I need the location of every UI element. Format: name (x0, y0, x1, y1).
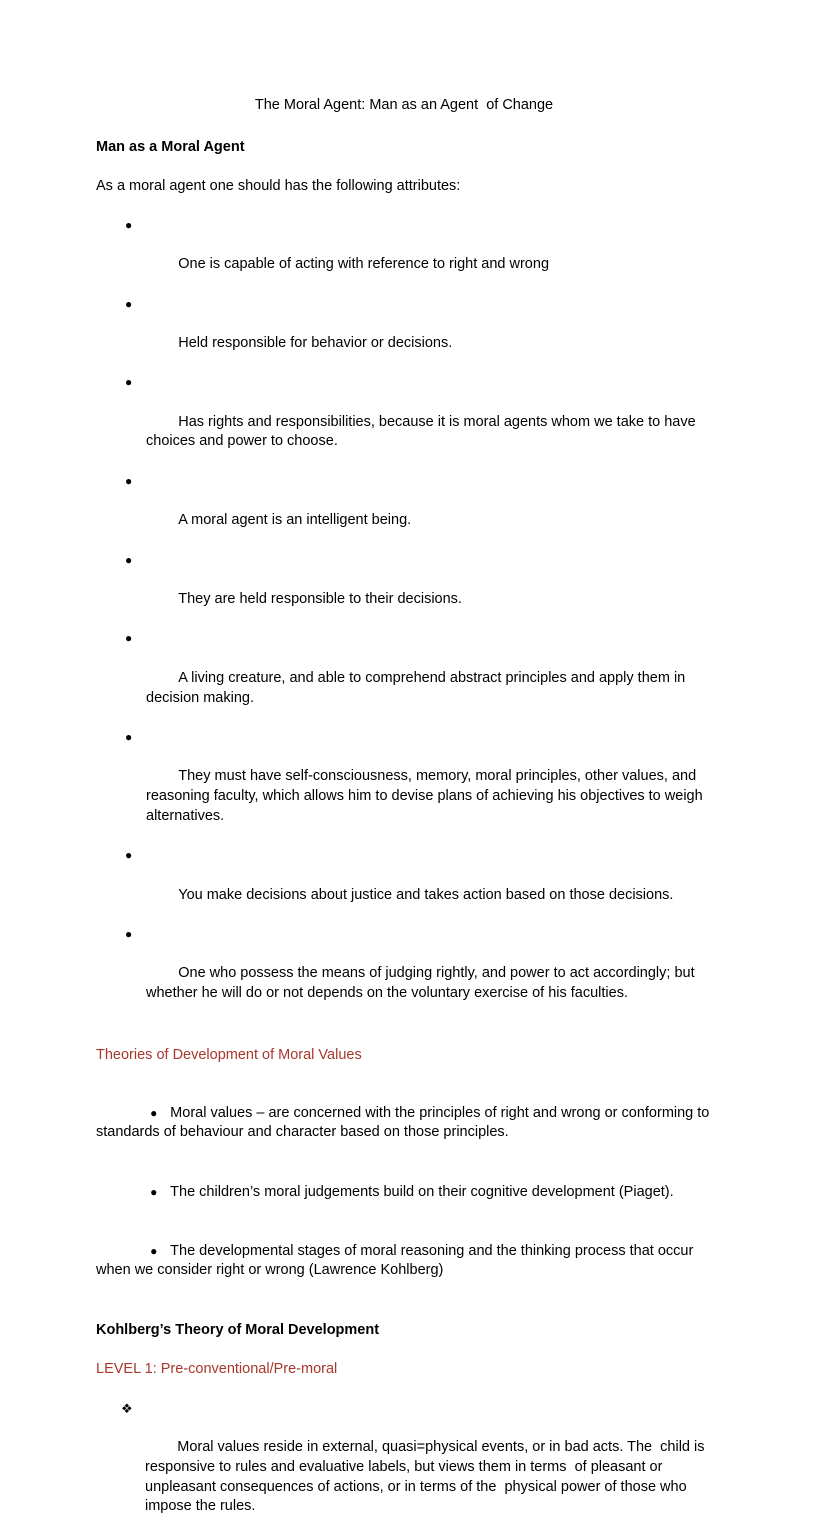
list-item-text: They are held responsible to their decisions. (178, 591, 462, 608)
document-body (96, 96, 712, 1537)
list-item (96, 846, 712, 925)
bullet-lead (120, 1242, 170, 1262)
list-item-text: A moral agent is an intelligent being. (178, 512, 412, 529)
bullet-lead (120, 1183, 170, 1203)
bullet-icon: ● (125, 729, 133, 744)
list-item (96, 472, 712, 551)
list-item (96, 373, 712, 472)
paragraph-theory-point (96, 1222, 712, 1301)
list-item (96, 551, 712, 630)
paragraph-text: The children’s moral judgements build on their cognitive development (Piaget). (170, 1183, 674, 1200)
heading-level-1: LEVEL 1: Pre-conventional/Pre-moral (96, 1361, 338, 1378)
heading-kohlbergs-theory: Kohlberg’s Theory of Moral Development (96, 1321, 380, 1338)
spacer (96, 1024, 712, 1046)
list-item-text: One is capable of acting with reference to right and wrong (178, 256, 550, 273)
heading-man-as-a-moral-agent: Man as a Moral Agent (96, 138, 245, 155)
bullet-icon: ● (125, 296, 133, 311)
paragraph-theory-point (96, 1084, 712, 1163)
spacer (96, 1301, 712, 1321)
list-item-text: Has rights and responsibilities, because it is moral agents whom we take to have choices and power to choose. (146, 413, 700, 450)
list-item (96, 295, 712, 374)
bullet-icon: ● (125, 552, 133, 567)
list-item (96, 216, 712, 295)
paragraph-theory-point (96, 1163, 712, 1222)
paragraph-text: Moral values – are concerned with the principles of right and wrong or conforming to standards of behaviour and character based on those principles. (96, 1104, 714, 1141)
spacer (96, 157, 712, 177)
list-item-text: They must have self-consciousness, memory, moral principles, other values, and reasoning faculty, which allows him to devise plans of achieving his objectives to weigh alternatives. (146, 768, 707, 824)
list-item-text: A living creature, and able to comprehend abstract principles and apply them in decision making. (146, 669, 690, 706)
list-item (96, 1399, 712, 1537)
spacer (96, 116, 712, 138)
bullet-icon: ● (150, 1105, 158, 1120)
bullet-lead (120, 1104, 170, 1124)
bullet-icon: ● (150, 1243, 158, 1258)
spacer (96, 1340, 712, 1360)
bullet-icon: ● (125, 927, 133, 942)
paragraph-text: The developmental stages of moral reasoning and the thinking process that occur when we consider right or wrong (Lawrence Kohlberg) (96, 1242, 698, 1279)
bullet-icon: ● (150, 1184, 158, 1199)
list-item-text: One who possess the means of judging rightly, and power to act accordingly; but whether he will do or not depends on the voluntary exercise of his faculties. (146, 965, 699, 1002)
list-item (96, 728, 712, 846)
list-item-text: Moral values reside in external, quasi=physical events, or in bad acts. The child is responsive to rules and evaluative labels, but views them in terms of pleasant or unpleasant consequences of actions, or in terms of the physical power of those who impose the rules. (145, 1439, 709, 1515)
bullet-icon: ● (125, 631, 133, 646)
bullet-icon: ● (125, 848, 133, 863)
list-level-1-points (96, 1399, 712, 1537)
bullet-icon: ● (125, 375, 133, 390)
page-title: The Moral Agent: Man as an Agent of Change (254, 97, 554, 113)
list-item-text: Held responsible for behavior or decisions. (178, 334, 453, 351)
bullet-icon: ● (125, 473, 133, 488)
paragraph-attributes-intro: As a moral agent one should has the following attributes: (96, 178, 461, 194)
spacer (96, 1065, 712, 1084)
heading-theories-of-development: Theories of Development of Moral Values (96, 1046, 362, 1063)
list-item (96, 925, 712, 1024)
diamond-bullet-icon: ❖ (121, 1400, 133, 1416)
spacer (96, 1380, 712, 1399)
list-moral-agent-attributes (96, 216, 712, 1024)
list-item (96, 629, 712, 728)
spacer (96, 197, 712, 216)
list-item-text: You make decisions about justice and takes action based on those decisions. (178, 886, 674, 903)
bullet-icon: ● (125, 217, 133, 232)
